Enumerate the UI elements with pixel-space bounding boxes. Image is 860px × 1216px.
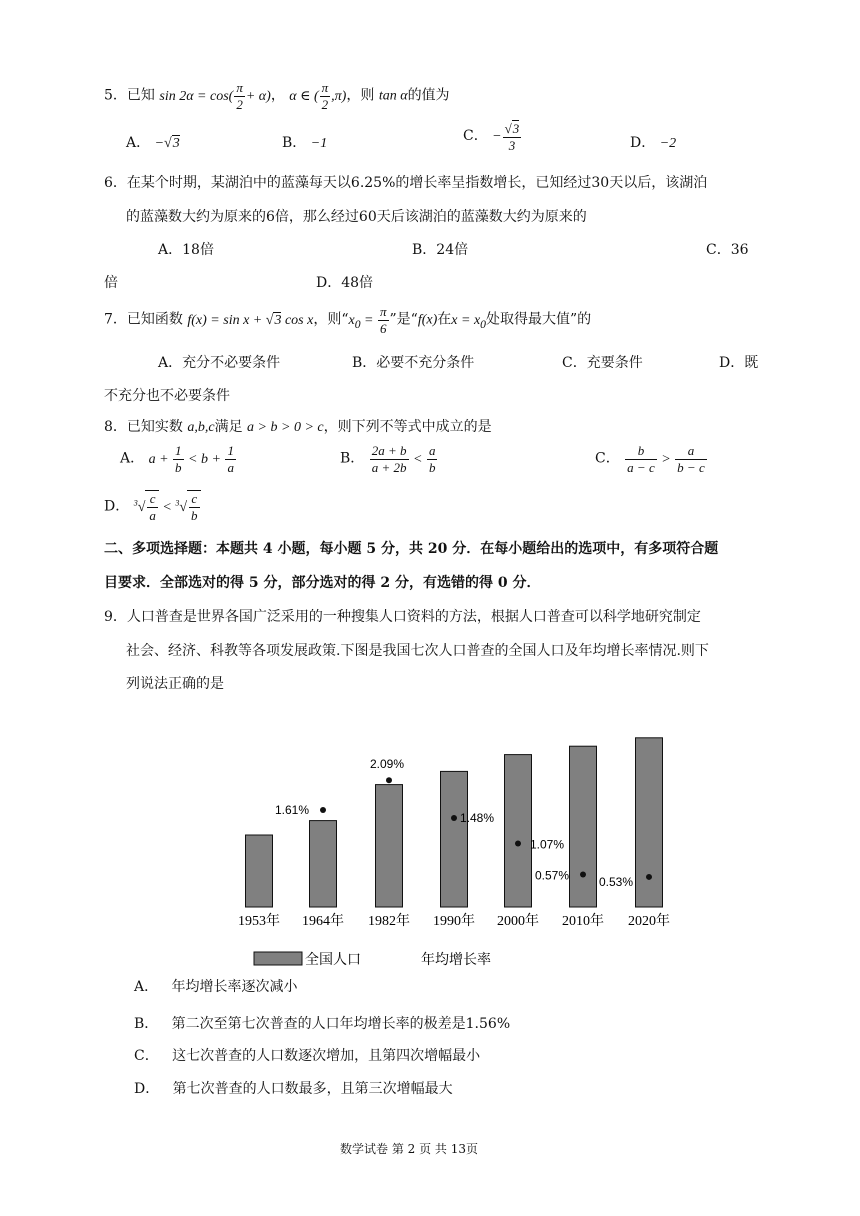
q6-line1: 6．在某个时期，某湖泊中的蓝藻每天以6.25%的增长率呈指数增长，已知经过30天以后，该湖泊 <box>104 175 708 191</box>
q6-option-c[interactable]: C．36 <box>706 242 749 258</box>
growth-rate-label-6: 0.53% <box>598 874 633 889</box>
legend-population-swatch <box>254 952 302 965</box>
q6-line2: 的蓝藻数大约为原来的6倍，那么经过60天后该湖泊的蓝藻数大约为原来的 <box>126 209 587 225</box>
population-chart <box>0 715 860 975</box>
q5-option-d[interactable]: D． −2 <box>630 135 677 151</box>
x-tick-label-2: 1982年 <box>368 914 410 929</box>
q8-stem: 8．已知实数 a,b,c满足 a > b > 0 > c，则下列不等式中成立的是 <box>104 419 492 435</box>
section2-heading-line1: 二、多项选择题：本题共 4 小题，每小题 5 分，共 20 分．在每小题给出的选项中，有多项符合题 <box>104 541 719 557</box>
x-tick-label-5: 2010年 <box>562 914 604 929</box>
population-bar-3 <box>441 771 468 907</box>
q5-option-a[interactable]: A． −√3 <box>126 135 180 151</box>
q8-option-a[interactable]: A． a + $\frac{1}{b}$ < b + $\frac{1}{a}$ <box>120 443 234 475</box>
page-footer: 数学试卷 第 2 页 共 13页 <box>340 1142 478 1156</box>
q5-option-c[interactable]: C． − $\frac{√3}{3}$ <box>463 121 520 153</box>
q7-option-d[interactable]: D．既 <box>719 355 759 371</box>
q9-option-b[interactable]: B． 第二次至第七次普查的人口年均增长率的极差是1.56% <box>134 1016 511 1032</box>
x-tick-label-0: 1953年 <box>238 914 280 929</box>
q5-domain: α ∈ ( $\frac{\pi}{2}$ ,π) <box>289 80 347 112</box>
legend-growth-label: 年均增长率 <box>421 952 491 968</box>
growth-rate-point-2 <box>386 777 392 783</box>
q6-option-c-cont: 倍 <box>104 275 118 291</box>
q9-line3: 列说法正确的是 <box>126 676 224 692</box>
q5-stem-pre: 已知 <box>126 87 155 104</box>
x-tick-label-1: 1964年 <box>302 914 344 929</box>
q6-option-a[interactable]: A．18倍 <box>158 242 214 258</box>
q7-option-b[interactable]: B．必要不充分条件 <box>352 355 475 371</box>
x-tick-label-3: 1990年 <box>433 914 475 929</box>
q9-option-d[interactable]: D． 第七次普查的人口数最多，且第三次增幅最大 <box>134 1081 453 1097</box>
q5-stem: 5．已知 sin 2α = cos( $\frac{\pi}{2}$ + α)， α ∈ ( $\frac{\pi}{2}$ ,π)，则 tan α的值为 <box>104 80 450 112</box>
growth-rate-point-5 <box>580 871 586 877</box>
population-bar-1 <box>310 821 337 907</box>
q8-option-d[interactable]: D． $^3$√ $\frac{c}{a}$ < $^3$√ $\frac{c}{b}$ <box>104 490 201 524</box>
growth-rate-label-5: 0.57% <box>534 868 569 883</box>
population-bar-2 <box>376 785 403 907</box>
x-tick-label-6: 2020年 <box>628 914 670 929</box>
x-tick-label-4: 2000年 <box>497 914 539 929</box>
growth-rate-label-1: 1.61% <box>274 802 309 817</box>
q9-line1: 9．人口普查是世界各国广泛采用的一种搜集人口资料的方法，根据人口普查可以科学地研究制定 <box>104 609 701 625</box>
q7-stem: 7．已知函数 f(x) = sin x + √3 cos x，则“$x_0$ = $\frac{\pi}{6}$ ”是“f(x)在$x = x_0$处取得最大值”的 <box>104 304 592 336</box>
growth-rate-label-2: 2.09% <box>369 757 405 772</box>
q5-number: 5． <box>104 87 127 104</box>
population-bar-6 <box>636 738 663 907</box>
growth-rate-point-4 <box>515 840 521 846</box>
q6-option-b[interactable]: B．24倍 <box>412 242 469 258</box>
growth-rate-point-1 <box>320 807 326 813</box>
q9-option-a[interactable]: A． 年均增长率逐次减小 <box>134 979 298 995</box>
growth-rate-point-3 <box>451 815 457 821</box>
legend-population-label: 全国人口 <box>305 952 361 968</box>
q8-option-b[interactable]: B． $\frac{2a + b}{a + 2b}$ < $\frac{a}{b}$ <box>340 443 436 475</box>
q5-formula: sin 2α = cos( $\frac{\pi}{2}$ + α) <box>159 80 271 112</box>
population-bar-4 <box>505 755 532 907</box>
q5-option-b[interactable]: B． −1 <box>282 135 328 151</box>
growth-rate-label-3: 1.48% <box>460 811 495 826</box>
section2-heading-line2: 目要求．全部选对的得 5 分，部分选对的得 2 分，有选错的得 0 分． <box>104 575 541 591</box>
q9-line2: 社会、经济、科教等各项发展政策.下图是我国七次人口普查的全国人口及年均增长率情况.则下 <box>126 643 709 659</box>
q7-option-c[interactable]: C．充要条件 <box>562 355 643 371</box>
q7-option-a[interactable]: A．充分不必要条件 <box>158 355 281 371</box>
growth-rate-point-6 <box>646 874 652 880</box>
q7-option-d-cont: 不充分也不必要条件 <box>104 388 230 404</box>
q9-option-c[interactable]: C． 这七次普查的人口数逐次增加，且第四次增幅最小 <box>134 1048 481 1064</box>
q8-option-c[interactable]: C． $\frac{b}{a - c}$ > $\frac{a}{b - c}$ <box>595 443 705 475</box>
population-bar-0 <box>246 835 273 907</box>
population-bar-5 <box>570 746 597 907</box>
growth-rate-label-4: 1.07% <box>530 837 565 852</box>
q6-option-d[interactable]: D．48倍 <box>316 275 374 291</box>
